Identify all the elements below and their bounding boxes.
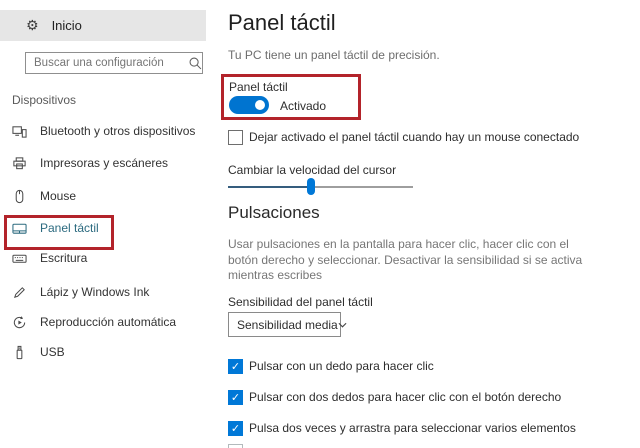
search-box[interactable] — [25, 52, 203, 74]
sidebar-item-autoplay[interactable] — [12, 312, 176, 332]
sidebar-item-pen[interactable] — [12, 282, 149, 302]
chevron-down-icon — [338, 322, 347, 328]
cursor-speed-label: Cambiar la velocidad del cursor — [228, 163, 397, 177]
tap-twice-drag-checkbox-row — [228, 420, 576, 436]
taps-description-line: mientras escribes — [228, 268, 323, 282]
cut-off-checkbox[interactable] — [228, 444, 243, 448]
keep-touchpad-checkbox[interactable] — [228, 130, 243, 145]
checkbox-label: Dejar activado el panel táctil cuando hay un mouse conectado — [249, 130, 580, 144]
check-icon: ✓ — [230, 359, 241, 373]
toggle-state-text: Activado — [280, 99, 327, 113]
autoplay-icon — [12, 315, 27, 330]
printer-icon — [12, 156, 27, 171]
sidebar-section-devices: Dispositivos — [12, 93, 77, 107]
sidebar-item-bluetooth[interactable] — [12, 121, 195, 141]
cursor-speed-slider[interactable] — [228, 186, 413, 188]
sidebar-item-printers[interactable] — [12, 153, 168, 173]
sidebar-item-label: Impresoras y escáneres — [40, 156, 169, 170]
checkbox-label: Pulsa dos veces y arrastra para seleccionar varios elementos — [249, 421, 576, 435]
sidebar-item-label: Lápiz y Windows Ink — [40, 285, 150, 299]
sidebar-item-label: Reproducción automática — [40, 315, 177, 329]
sidebar-item-label: USB — [40, 345, 65, 359]
taps-description — [228, 237, 582, 284]
sidebar-item-typing[interactable] — [12, 248, 87, 268]
check-icon: ✓ — [230, 421, 241, 435]
settings-gear-icon: ⚙ — [26, 17, 39, 34]
sidebar-item-usb[interactable] — [12, 342, 65, 362]
sidebar-item-label: Escritura — [40, 251, 88, 265]
home-bar[interactable] — [0, 10, 206, 41]
pen-icon — [12, 285, 27, 300]
touchpad-icon — [12, 221, 27, 236]
usb-icon — [12, 345, 27, 360]
page-subtitle: Tu PC tiene un panel táctil de precisión. — [228, 48, 440, 62]
search-icon[interactable] — [188, 56, 203, 71]
sidebar-item-touchpad[interactable] — [12, 218, 99, 238]
sidebar-item-label: Panel táctil — [40, 221, 99, 235]
check-icon: ✓ — [230, 390, 241, 404]
checkbox-label: Pulsar con dos dedos para hacer clic con el botón derecho — [249, 390, 562, 404]
tap-twice-drag-checkbox[interactable] — [228, 421, 243, 436]
touchpad-toggle[interactable] — [229, 96, 269, 114]
keyboard-icon — [12, 251, 27, 266]
sidebar-item-label: Bluetooth y otros dispositivos — [40, 124, 196, 138]
tap-two-fingers-checkbox-row — [228, 389, 561, 405]
keep-touchpad-checkbox-row — [228, 129, 579, 145]
sidebar-item-label: Mouse — [40, 189, 77, 203]
mouse-icon — [12, 189, 27, 204]
sensitivity-selected-value: Sensibilidad media — [237, 317, 338, 332]
taps-description-line: Usar pulsaciones en la pantalla para hacer clic, hacer clic con el — [228, 237, 569, 251]
tap-one-finger-checkbox-row — [228, 358, 434, 374]
sensitivity-dropdown[interactable] — [228, 312, 341, 337]
page-title: Panel táctil — [228, 10, 336, 35]
sidebar-item-mouse[interactable] — [12, 186, 76, 206]
tap-two-fingers-checkbox[interactable] — [228, 390, 243, 405]
slider-thumb[interactable] — [307, 178, 315, 195]
checkbox-label: Pulsar con un dedo para hacer clic — [249, 359, 434, 373]
taps-description-line: botón derecho y seleccionar. Desactivar la sensibilidad si se activa — [228, 252, 583, 267]
tap-one-finger-checkbox[interactable] — [228, 359, 243, 374]
toggle-knob-icon — [255, 100, 265, 110]
sensitivity-label: Sensibilidad del panel táctil — [228, 295, 373, 309]
taps-section-heading: Pulsaciones — [228, 203, 320, 222]
slider-fill — [228, 186, 311, 188]
bluetooth-devices-icon — [12, 124, 27, 139]
touchpad-toggle-label: Panel táctil — [229, 80, 288, 94]
home-label: Inicio — [51, 18, 82, 33]
search-input[interactable] — [26, 57, 188, 69]
